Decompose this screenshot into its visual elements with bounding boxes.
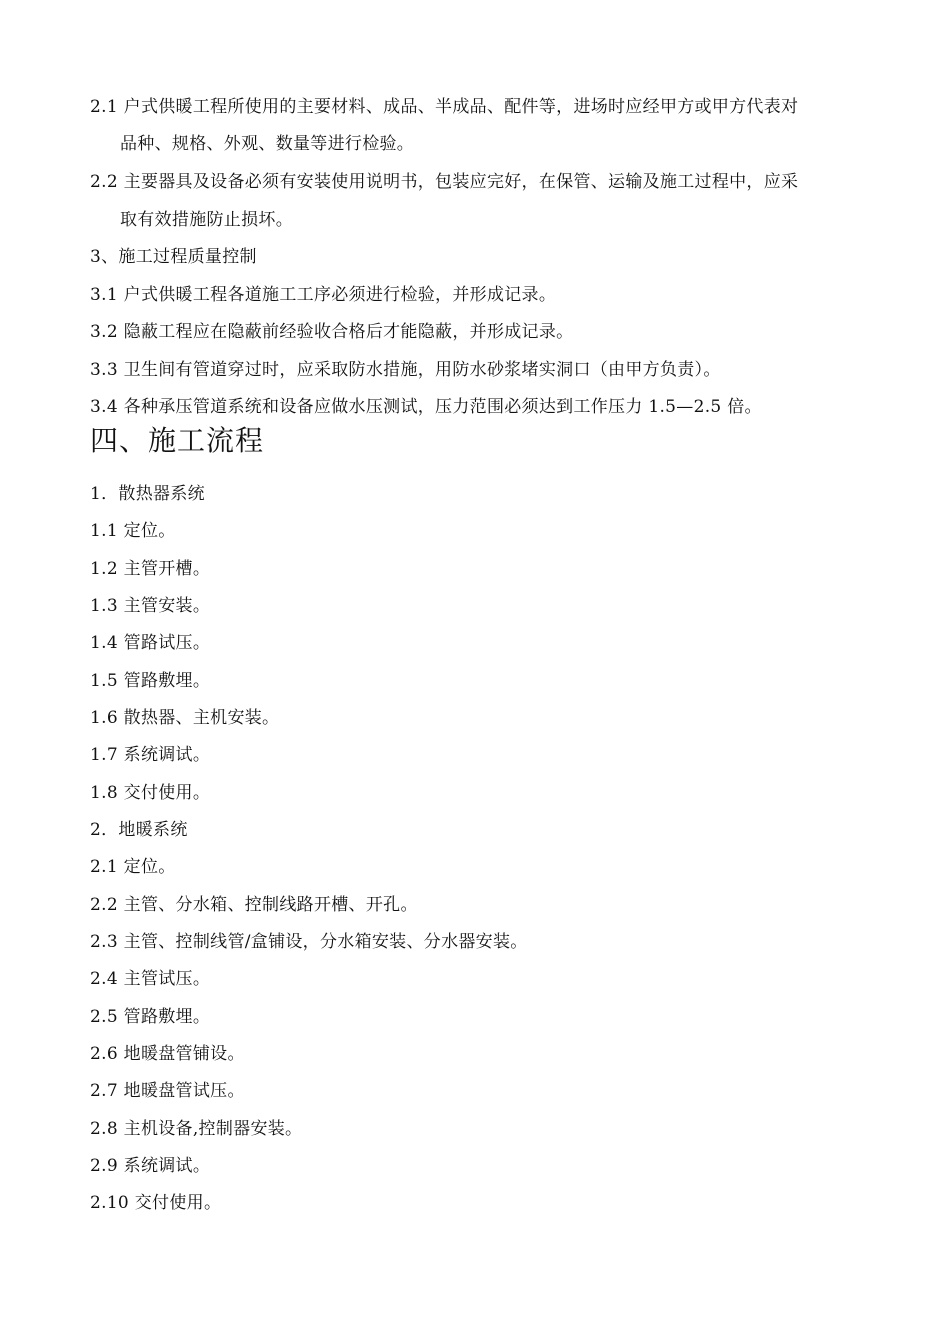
floor-heating-step: 2.2 主管、分水箱、控制线路开槽、开孔。 <box>90 895 418 915</box>
radiator-step: 1.6 散热器、主机安装。 <box>90 708 280 728</box>
section-four-heading: 四、施工流程 <box>90 424 265 457</box>
radiator-step: 1.2 主管开槽。 <box>90 559 211 579</box>
radiator-system-title: 1．散热器系统 <box>90 484 205 504</box>
paragraph-2-2-line-1: 2.2 主要器具及设备必须有安装使用说明书，包装应完好，在保管、运输及施工过程中，应采 <box>90 172 799 192</box>
floor-heating-system-title: 2．地暖系统 <box>90 820 188 840</box>
floor-heating-step: 2.6 地暖盘管铺设。 <box>90 1044 245 1064</box>
paragraph-3-4: 3.4 各种承压管道系统和设备应做水压测试，压力范围必须达到工作压力 1.5—2.5 倍。 <box>90 397 762 417</box>
radiator-step: 1.8 交付使用。 <box>90 783 211 803</box>
paragraph-2-1-line-2: 品种、规格、外观、数量等进行检验。 <box>120 134 415 154</box>
paragraph-3-1: 3.1 户式供暖工程各道施工工序必须进行检验，并形成记录。 <box>90 285 557 305</box>
radiator-step: 1.5 管路敷埋。 <box>90 671 211 691</box>
paragraph-3-2: 3.2 隐蔽工程应在隐蔽前经验收合格后才能隐蔽，并形成记录。 <box>90 322 574 342</box>
floor-heating-step: 2.9 系统调试。 <box>90 1156 211 1176</box>
floor-heating-step: 2.5 管路敷埋。 <box>90 1007 211 1027</box>
floor-heating-step: 2.7 地暖盘管试压。 <box>90 1081 245 1101</box>
radiator-step: 1.3 主管安装。 <box>90 596 211 616</box>
floor-heating-step: 2.1 定位。 <box>90 857 176 877</box>
floor-heating-step: 2.10 交付使用。 <box>90 1193 222 1213</box>
floor-heating-step: 2.3 主管、控制线管/盒铺设，分水箱安装、分水器安装。 <box>90 932 528 952</box>
paragraph-2-2-line-2: 取有效措施防止损坏。 <box>120 210 293 230</box>
paragraph-2-1-line-1: 2.1 户式供暖工程所使用的主要材料、成品、半成品、配件等，进场时应经甲方或甲方代表对 <box>90 97 799 117</box>
floor-heating-step: 2.8 主机设备,控制器安装。 <box>90 1119 303 1139</box>
subsection-3-title: 3、施工过程质量控制 <box>90 247 257 267</box>
radiator-step: 1.7 系统调试。 <box>90 745 211 765</box>
paragraph-3-3: 3.3 卫生间有管道穿过时，应采取防水措施，用防水砂浆堵实洞口（由甲方负责）。 <box>90 360 721 380</box>
radiator-step: 1.4 管路试压。 <box>90 633 211 653</box>
radiator-step: 1.1 定位。 <box>90 521 176 541</box>
floor-heating-step: 2.4 主管试压。 <box>90 969 211 989</box>
